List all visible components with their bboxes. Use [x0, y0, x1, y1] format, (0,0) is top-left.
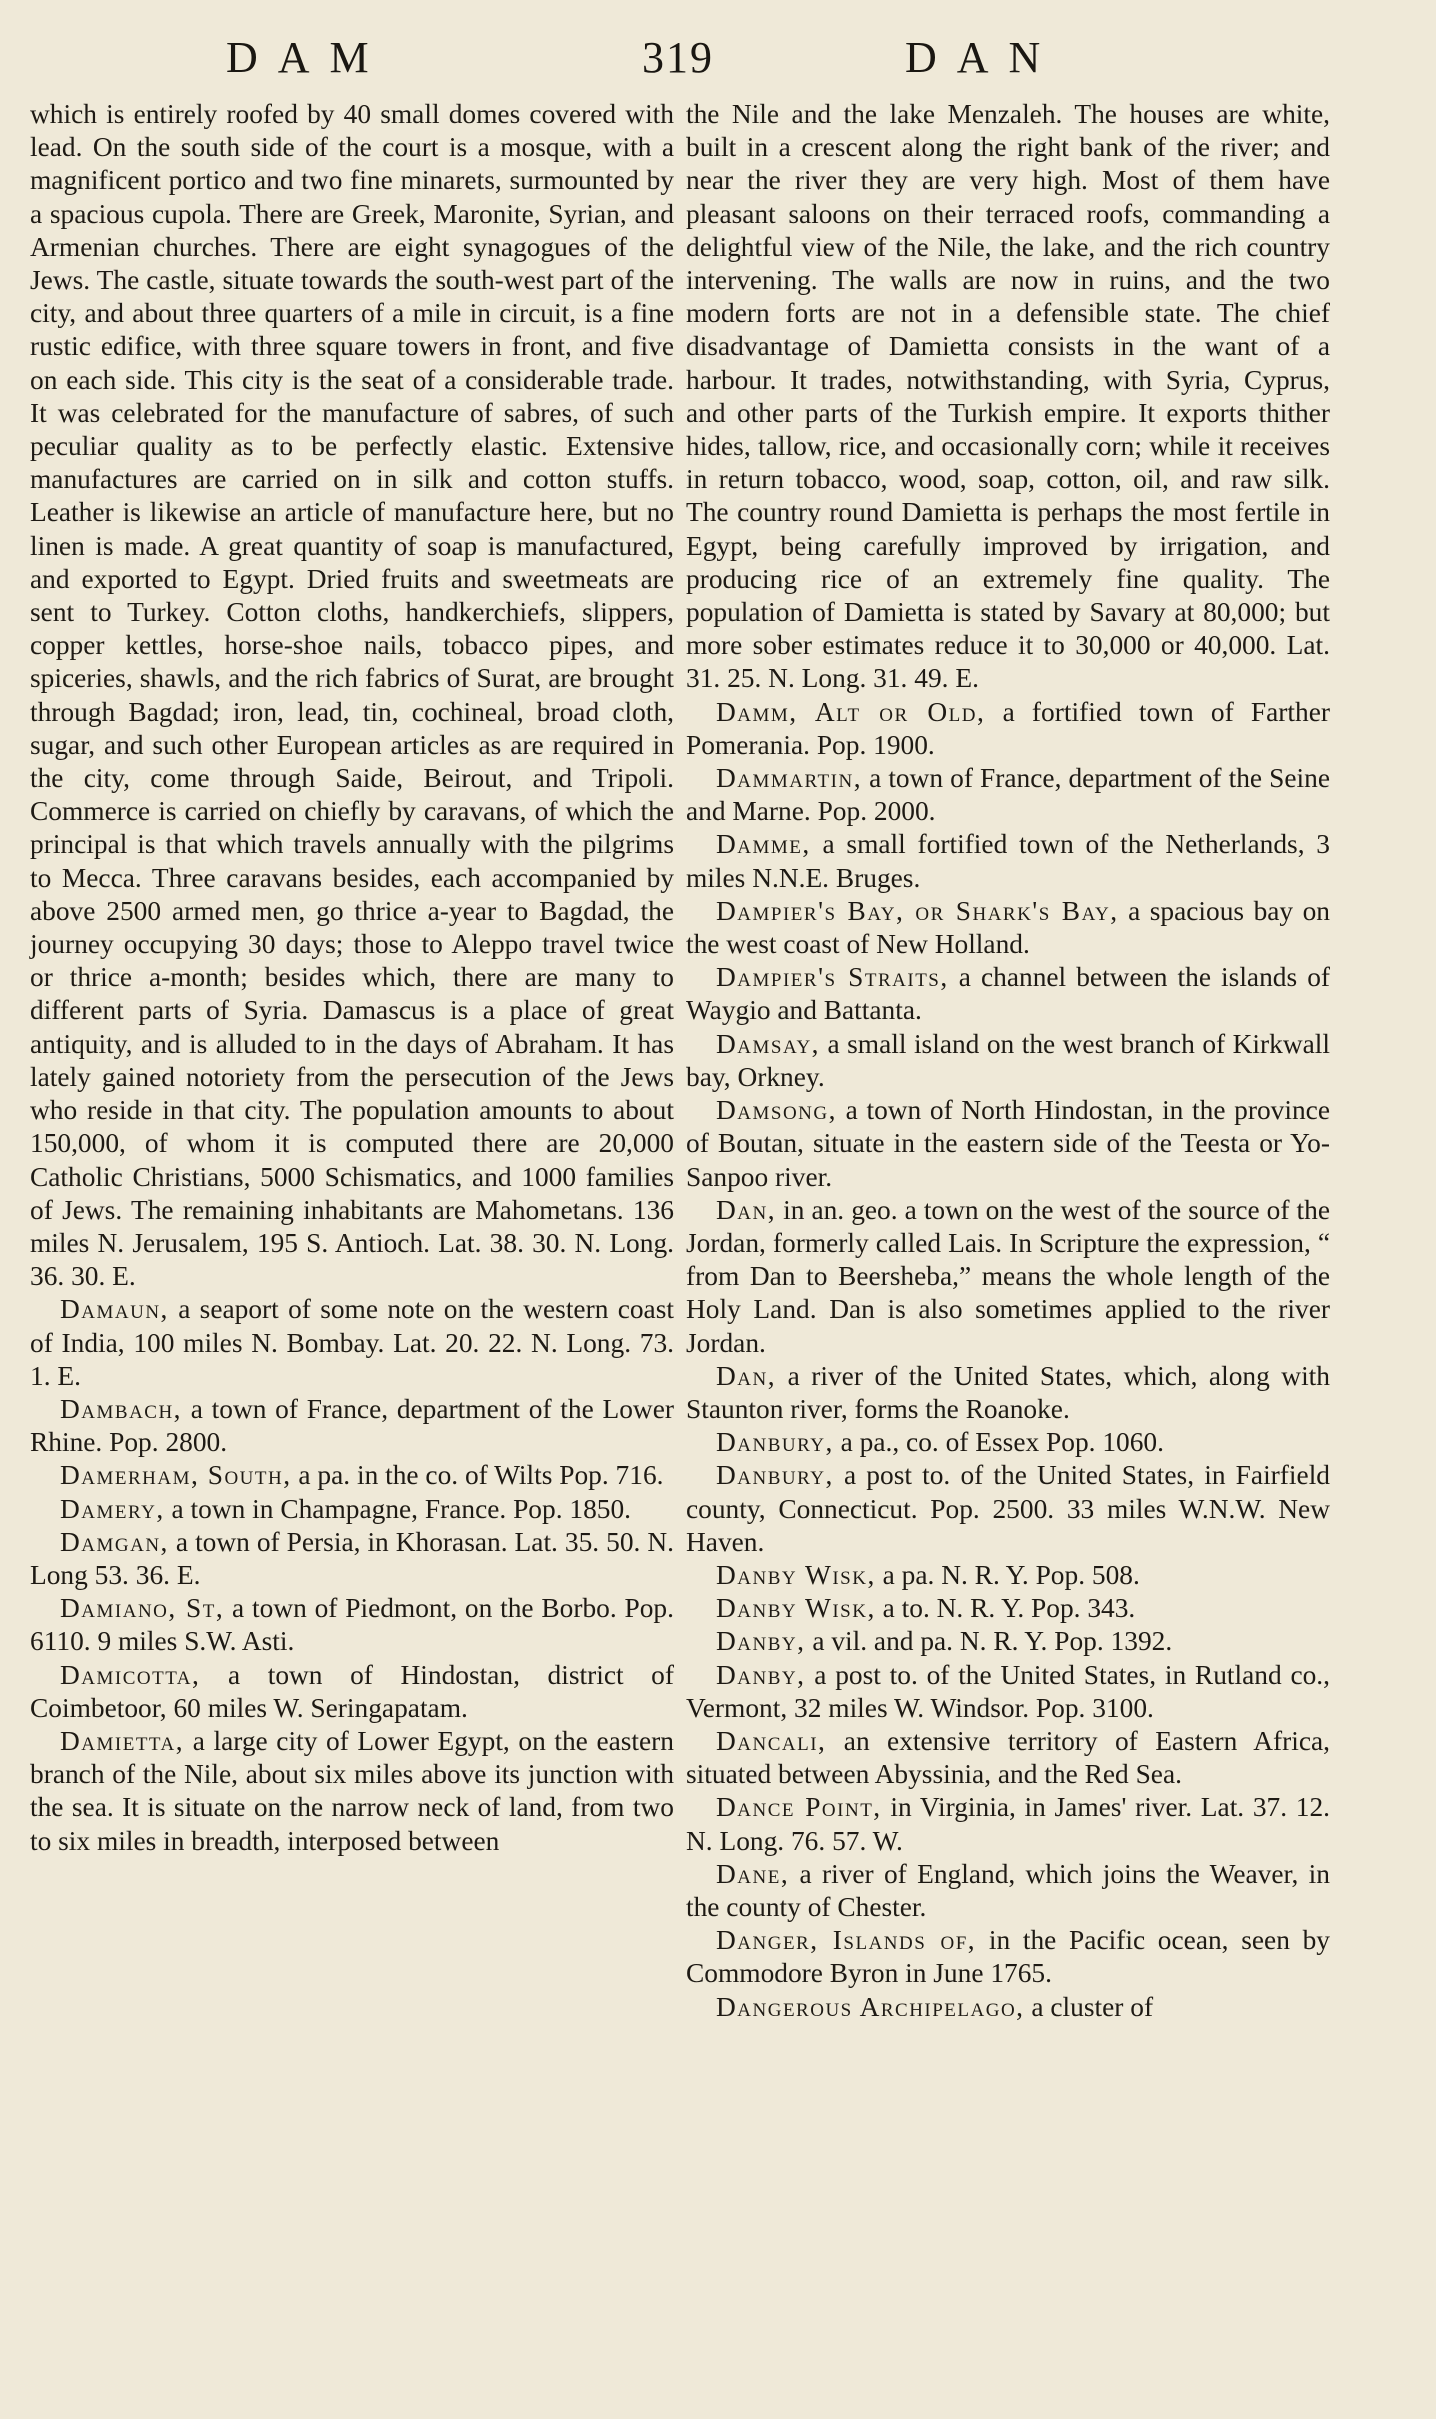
entry-text: a town of Piedmont, on the Borbo. Pop. 6110. 9 miles S.W. Asti. [30, 1593, 674, 1657]
gazetteer-entry [686, 1659, 1330, 1725]
entry-headword: Dampier's Straits, [716, 962, 949, 993]
entry-text: a pa., co. of Essex Pop. 1060. [833, 1427, 1164, 1458]
gazetteer-entry [686, 762, 1330, 828]
entry-headword: Dancali, [716, 1725, 827, 1756]
entry-text: a town in Champagne, France. Pop. 1850. [164, 1493, 632, 1524]
entry-text: in Virginia, in James' river. Lat. 37. 12. N. Long. 76. 57. W. [686, 1792, 1330, 1856]
entry-headword: Danby, [716, 1659, 806, 1690]
entry-headword: Dangerous Archipelago, [716, 1991, 1025, 2022]
entry-text: a channel between the islands of Waygio and Battanta. [686, 962, 1331, 1026]
gazetteer-entry [30, 1725, 674, 1858]
entry-text: a large city of Lower Egypt, on the eastern branch of the Nile, about six miles above its junction with the sea. It is situate on the narrow neck of land, from two to six miles in breadth, interposed between [30, 1725, 674, 1856]
entry-text: in an. geo. a town on the west of the source of the Jordan, formerly called Lais. In Scripture the expression, “ from Dan to Beersheba,” means the whole length of the Holy Land. Dan is also sometimes applied to the river Jordan. [686, 1194, 1330, 1358]
gazetteer-entry [686, 828, 1330, 894]
entry-text: a post to. of the United States, in Rutland co., Vermont, 32 miles W. Windsor. Pop. 3100. [686, 1659, 1330, 1723]
entry-headword: Dan, [716, 1360, 777, 1391]
gazetteer-entry [30, 1526, 674, 1592]
entry-headword: Danbury, [716, 1460, 834, 1491]
entry-text: a post to. of the United States, in Fairfield county, Connecticut. Pop. 2500. 33 miles W.N.W. New Haven. [686, 1460, 1330, 1557]
gazetteer-entry [30, 1493, 674, 1526]
entry-headword: Dampier's Bay, or Shark's Bay, [716, 895, 1119, 926]
gazetteer-entry [30, 1293, 674, 1393]
gazetteer-entry [686, 696, 1330, 762]
gazetteer-entry [686, 1791, 1330, 1857]
entry-headword: Damme, [716, 829, 811, 860]
entry-text: a river of England, which joins the Weaver, in the county of Chester. [686, 1858, 1330, 1922]
entry-text: a to. N. R. Y. Pop. 343. [875, 1593, 1136, 1624]
entry-headword: Damgan, [60, 1526, 169, 1557]
entry-text: a town of France, department of the Seine and Marne. Pop. 2000. [686, 763, 1330, 827]
entry-text: a town of France, department of the Lower Rhine. Pop. 2800. [30, 1393, 674, 1458]
entry-headword: Dane, [716, 1858, 790, 1889]
entry-headword: Dan, [716, 1194, 777, 1225]
page-number: 319 [642, 33, 714, 82]
entry-text: a town of Persia, in Khorasan. Lat. 35. 50. N. Long 53. 36. E. [30, 1526, 674, 1590]
entry-headword: Damerham, South, [60, 1460, 292, 1491]
gazetteer-entry [686, 1559, 1330, 1592]
gazetteer-entry [30, 1659, 674, 1725]
entry-text: a town of North Hindostan, in the province of Boutan, situate in the eastern side of the Teesta or Yo-Sanpoo river. [686, 1095, 1330, 1192]
gazetteer-entry [686, 1592, 1330, 1625]
running-head-right: DAN [905, 33, 1061, 82]
entry-headword: Damery, [60, 1493, 165, 1524]
gazetteer-entry [686, 1360, 1330, 1426]
gazetteer-entry [686, 1625, 1330, 1658]
gazetteer-entry [686, 1194, 1330, 1360]
entry-text: a pa. in the co. of Wilts Pop. 716. [291, 1460, 664, 1491]
entry-text: a pa. N. R. Y. Pop. 508. [875, 1559, 1140, 1590]
entry-text: a small island on the west branch of Kirkwall bay, Orkney. [686, 1028, 1330, 1092]
entry-text: a river of the United States, which, along with Staunton river, forms the Roanoke. [686, 1360, 1330, 1424]
entry-headword: Damsong, [716, 1095, 837, 1126]
entry-headword: Dambach, [60, 1393, 183, 1424]
entry-text: a small fortified town of the Netherlands, 3 miles N.N.E. Bruges. [686, 829, 1330, 893]
entry-headword: Danby Wisk, [716, 1593, 876, 1624]
right-column [686, 98, 1330, 2024]
entry-headword: Damm, Alt or Old, [716, 696, 986, 727]
entry-headword: Dammartin, [716, 763, 863, 794]
entry-headword: Damiano, St, [60, 1593, 225, 1624]
entry-headword: Dance Point, [716, 1792, 882, 1823]
entry-text: an extensive territory of Eastern Africa, situated between Abyssinia, and the Red Sea. [686, 1725, 1330, 1790]
entry-headword: Damsay, [716, 1028, 821, 1059]
entry-headword: Damicotta, [60, 1659, 201, 1690]
gazetteer-entry [686, 1924, 1330, 1990]
left-column [30, 98, 674, 1858]
continued-paragraph: the Nile and the lake Menzaleh. The houses are white, built in a crescent along the right bank of the river; and near the river they are very high. Most of them have pleasant saloons on their terraced roofs, commanding a delightful view of the Nile, the lake, and the rich country intervening. The walls are now in ruins, and the two modern forts are not in a defensible state. The chief disadvantage of Damietta consists in the want of a harbour. It trades, notwithstanding, with Syria, Cyprus, and other parts of the Turkish empire. It exports thither hides, tallow, rice, and occasionally corn; while it receives in return tobacco, wood, soap, cotton, oil, and raw silk. The country round Damietta is perhaps the most fertile in Egypt, being carefully improved by irrigation, and producing rice of an extremely fine quality. The population of Damietta is stated by Savary at 80,000; but more sober estimates reduce it to 30,000 or 40,000. Lat. 31. 25. N. Long. 31. 49. E. [686, 99, 1330, 694]
entry-text: in the Pacific ocean, seen by Commodore Byron in June 1765. [686, 1925, 1330, 1989]
entry-text: a spacious bay on the west coast of New Holland. [686, 895, 1330, 960]
gazetteer-entry [686, 1991, 1330, 2024]
gazetteer-entry [30, 1592, 674, 1658]
entry-text: a vil. and pa. N. R. Y. Pop. 1392. [805, 1626, 1173, 1657]
continued-paragraph: which is entirely roofed by 40 small domes covered with lead. On the south side of the court is a mosque, with a magnificent portico and two fine minarets, surmounted by a spacious cupola. There are Greek, Maronite, Syrian, and Armenian churches. There are eight synagogues of the Jews. The castle, situate towards the south-west part of the city, and about three quarters of a mile in circuit, is a fine rustic edifice, with three square towers in front, and five on each side. This city is the seat of a considerable trade. It was celebrated for the manufacture of sabres, of such peculiar quality as to be perfectly elastic. Extensive manufactures are carried on in silk and cotton stuffs. Leather is likewise an article of manufacture here, but no linen is made. A great quantity of soap is manufactured, and exported to Egypt. Dried fruits and sweetmeats are sent to Turkey. Cotton cloths, handkerchiefs, slippers, copper kettles, horse-shoe nails, tobacco pipes, and spiceries, shawls, and the rich fabrics of Surat, are brought through Bagdad; iron, lead, tin, cochineal, broad cloth, sugar, and such other European articles as are required in the city, come through Saide, Beirout, and Tripoli. Commerce is carried on chiefly by caravans, of which the principal is that which travels annually with the pilgrims to Mecca. Three caravans besides, each accompanied by above 2500 armed men, go thrice a-year to Bagdad, the journey occupying 30 days; those to Aleppo travel twice or thrice a-month; besides which, there are many to different parts of Syria. Damascus is a place of great antiquity, and is alluded to in the days of Abraham. It has lately gained notoriety from the persecution of the Jews who reside in that city. The population amounts to about 150,000, of whom it is computed there are 20,000 Catholic Christians, 5000 Schismatics, and 1000 families of Jews. The remaining inhabitants are Mahometans. 136 miles N. Jerusalem, 195 S. Antioch. Lat. 38. 30. N. Long. 36. 30. E. [30, 99, 674, 1292]
gazetteer-entry [30, 1393, 674, 1459]
entry-headword: Danger, Islands of, [716, 1925, 977, 1956]
running-head-left: DAM [226, 33, 389, 82]
entry-text: a cluster of [1024, 1991, 1154, 2022]
gazetteer-entry [686, 1858, 1330, 1924]
entry-headword: Danby Wisk, [716, 1559, 876, 1590]
gazetteer-entry [686, 1426, 1330, 1459]
entry-text: a fortified town of Farther Pomerania. Pop. 1900. [686, 696, 1330, 760]
gazetteer-entry [686, 1094, 1330, 1194]
entry-headword: Damietta, [60, 1725, 185, 1756]
entry-text: a seaport of some note on the western coast of India, 100 miles N. Bombay. Lat. 20. 22. N. Long. 73. 1. E. [30, 1294, 674, 1391]
gazetteer-entry [30, 1459, 674, 1492]
gazetteer-entry [686, 1725, 1330, 1791]
gazetteer-entry [686, 1459, 1330, 1559]
gazetteer-entry [686, 1028, 1330, 1094]
entry-headword: Danbury, [716, 1427, 834, 1458]
entry-headword: Damaun, [60, 1294, 169, 1325]
entry-headword: Danby, [716, 1626, 806, 1657]
gazetteer-entry [686, 895, 1330, 961]
gazetteer-entry [686, 961, 1330, 1027]
entry-text: a town of Hindostan, district of Coimbetoor, 60 miles W. Seringapatam. [30, 1659, 674, 1723]
